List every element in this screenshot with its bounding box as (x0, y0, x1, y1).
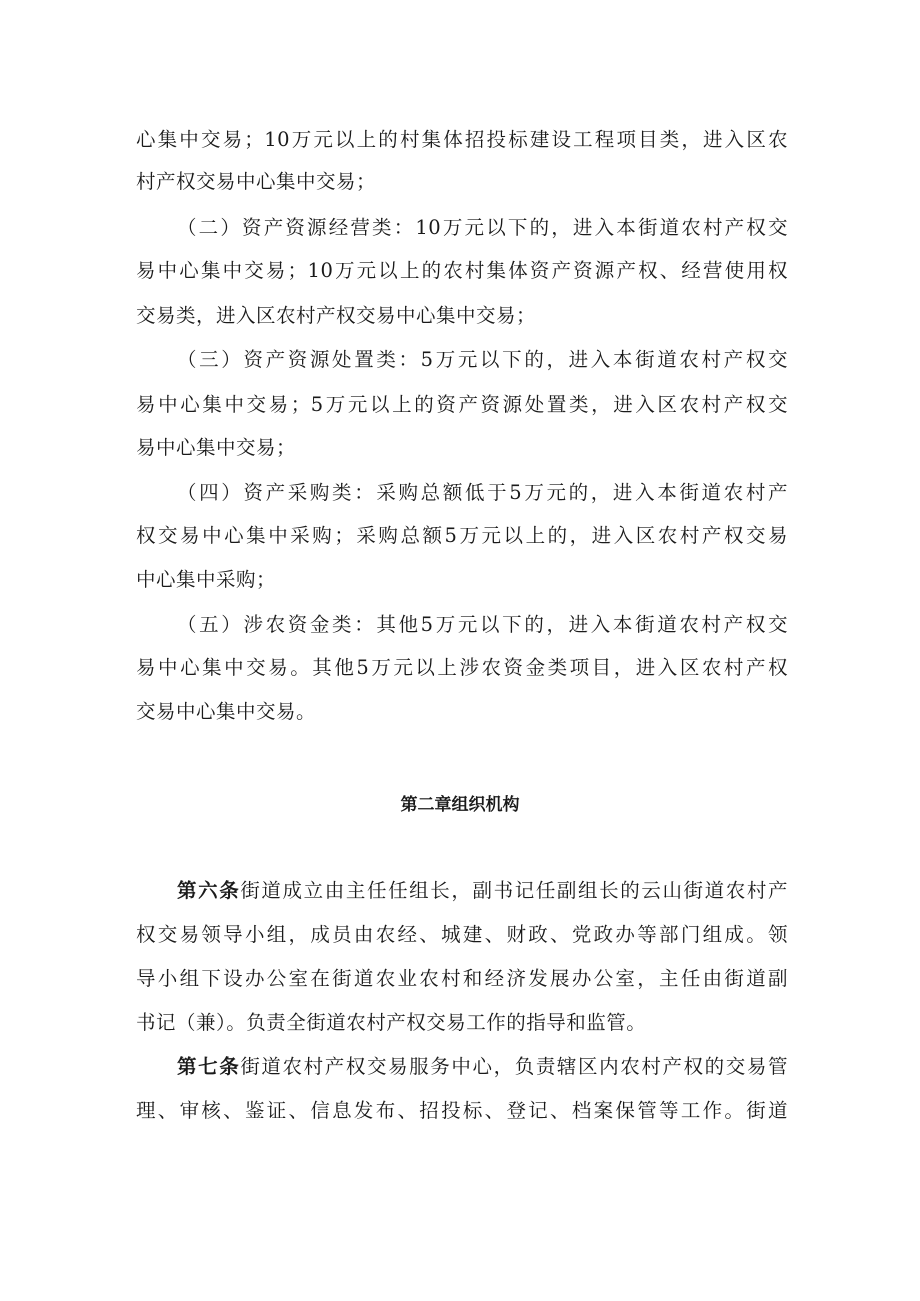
item-3-line: 易中心集中交易； (136, 436, 297, 459)
item-5-line: 易中心集中交易。其他5万元以上涉农资金类项目，进入区农村产权 (136, 656, 788, 679)
item-2-line: 易中心集中交易；10万元以上的农村集体资产资源产权、经营使用权 (136, 259, 788, 282)
item-2-line: （二）资产资源经营类：10万元以下的，进入本街道农村产权交 (177, 216, 788, 239)
article-6-text: 街道成立由主任任组长，副书记任副组长的云山街道农村产 (240, 879, 788, 902)
article-7-line: 理、审核、鉴证、信息发布、招投标、登记、档案保管等工作。街道 (136, 1099, 788, 1122)
item-2-line: 交易类，进入区农村产权交易中心集中交易； (136, 304, 537, 327)
article-7-title: 第七条 (177, 1055, 241, 1078)
item-3-line: 易中心集中交易；5万元以上的资产资源处置类，进入区农村产权交 (136, 393, 788, 416)
paragraph-line: 村产权交易中心集中交易； (136, 170, 377, 193)
article-6-line: 导小组下设办公室在街道农业农村和经济发展办公室，主任由街道副 (136, 967, 788, 990)
paragraph-line: 心集中交易；10万元以上的村集体招投标建设工程项目类，进入区农 (136, 128, 788, 151)
item-4-line: （四）资产采购类：采购总额低于5万元的，进入本街道农村产 (177, 481, 788, 504)
article-6-title: 第六条 (177, 879, 241, 902)
item-4-line: 权交易中心集中采购；采购总额5万元以上的，进入区农村产权交易 (136, 524, 788, 547)
article-6-line: 书记（兼）。负责全街道农村产权交易工作的指导和监管。 (136, 1011, 647, 1034)
article-6-line: 权交易领导小组，成员由农经、城建、财政、党政办等部门组成。领 (136, 923, 788, 946)
item-5-line: 交易中心集中交易。 (136, 700, 317, 723)
article-6-line (177, 879, 788, 903)
chapter-heading: 第二章组织机构 (400, 795, 520, 815)
article-7-text: 街道农村产权交易服务中心，负责辖区内农村产权的交易管 (240, 1055, 788, 1078)
item-3-line: （三）资产资源处置类：5万元以下的，进入本街道农村产权交 (177, 348, 788, 371)
item-4-line: 中心集中采购； (136, 568, 277, 591)
item-5-line: （五）涉农资金类：其他5万元以下的，进入本街道农村产权交 (177, 613, 788, 636)
article-7-line (177, 1055, 788, 1079)
